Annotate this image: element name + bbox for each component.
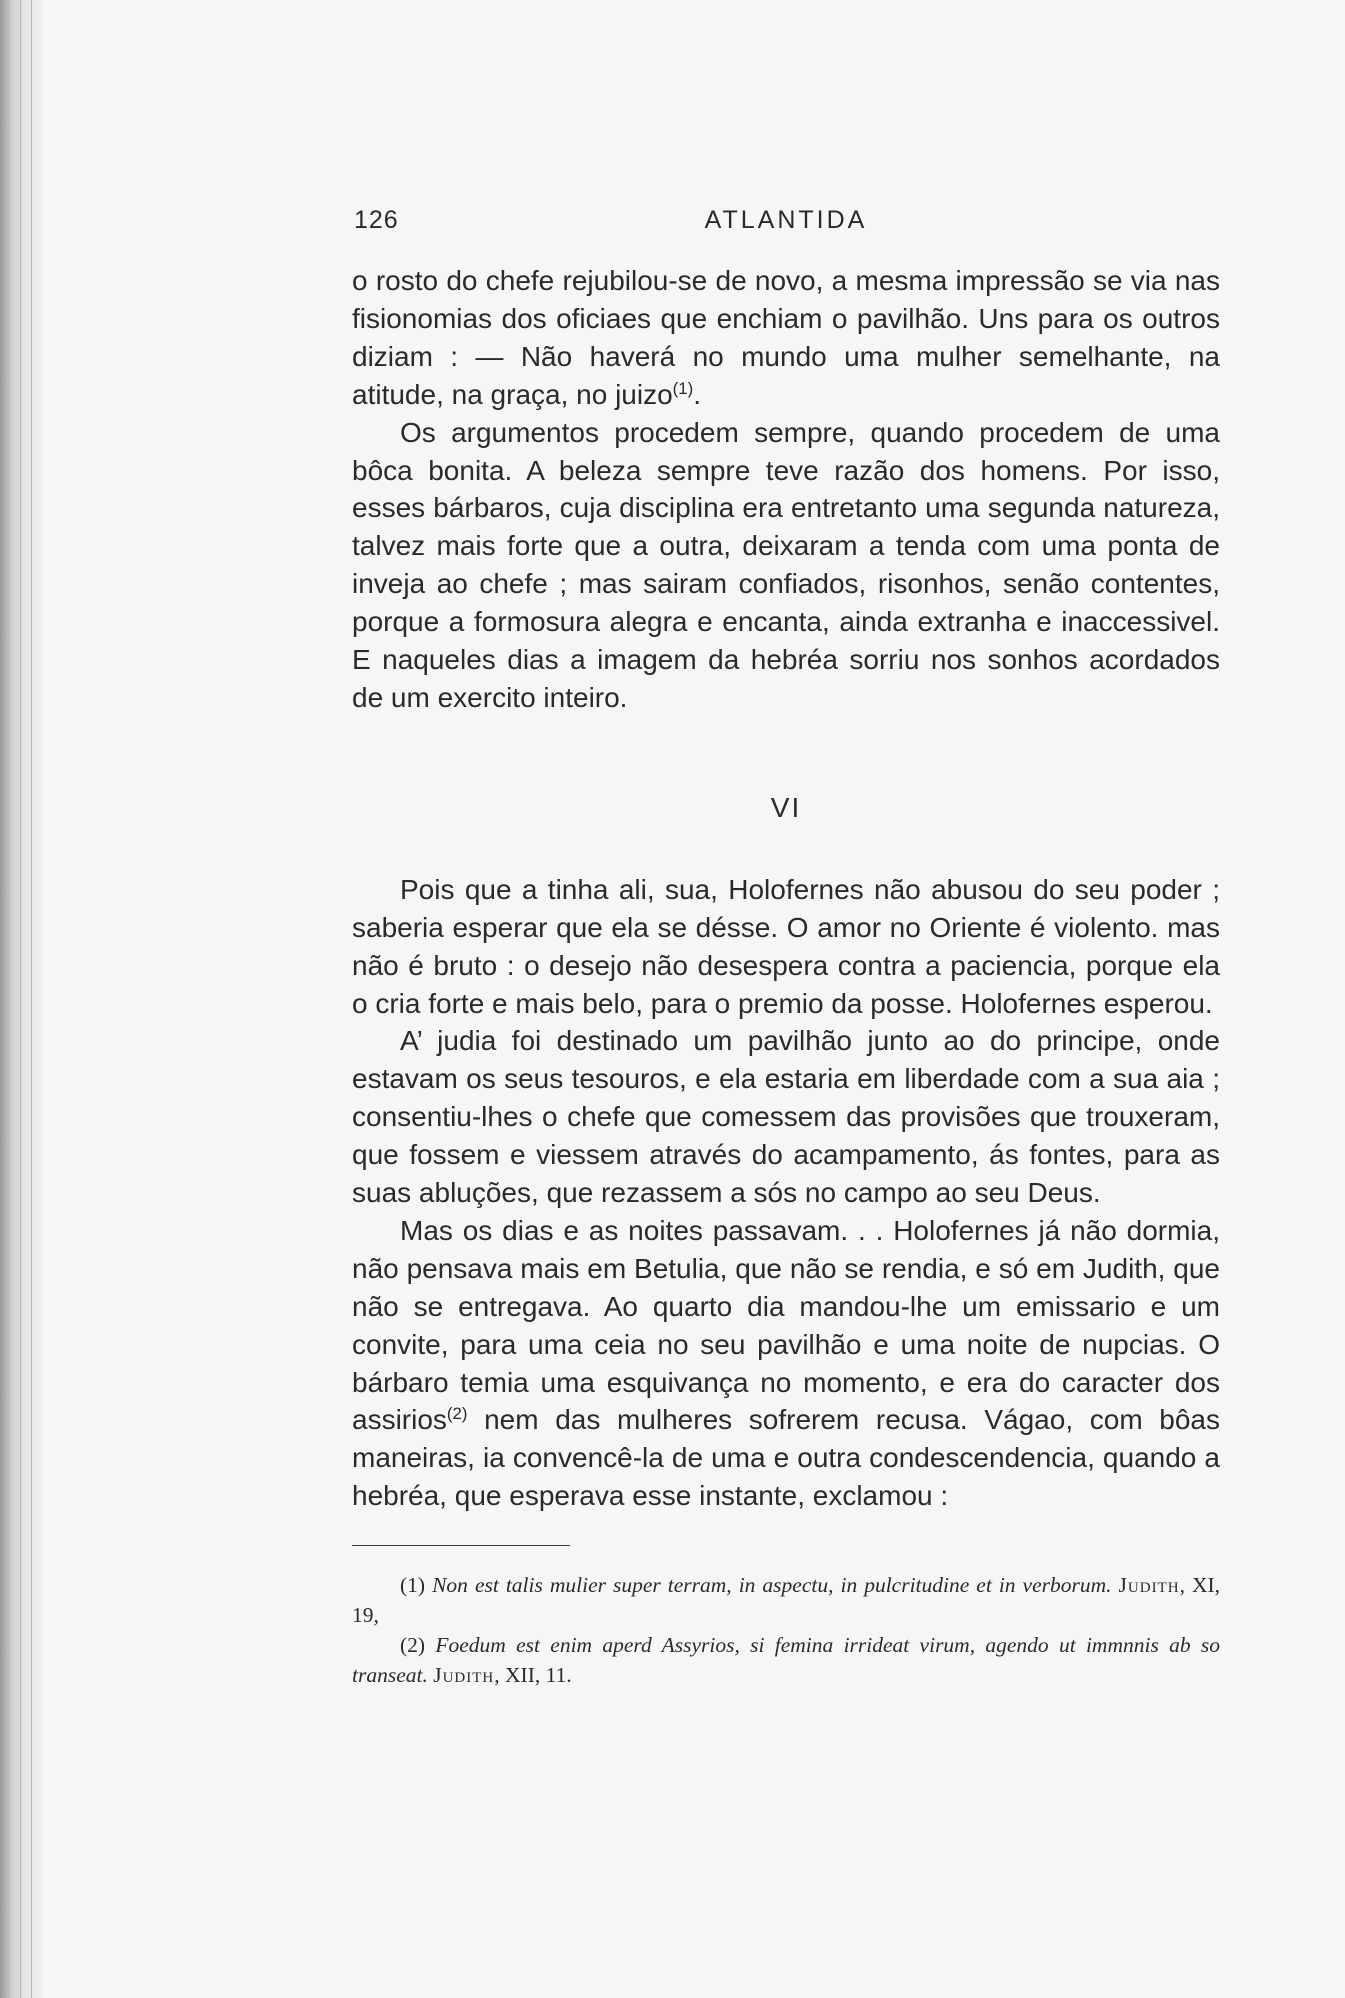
footnote-quote: Non est talis mulier super terram, in aspectu, in pulcritudine et in verborum. bbox=[432, 1573, 1112, 1598]
footnote-mark: (1) bbox=[400, 1573, 426, 1598]
page-number: 126 bbox=[354, 206, 399, 234]
footnote: (2) Foedum est enim aperd Assyrios, si femina irrideat virum, agendo ut immnnis ab so transeat. Judith, XII, 11. bbox=[352, 1633, 1221, 1688]
body-text bbox=[352, 262, 1220, 1515]
paragraph: Mas os dias e as noites passavam. . . Holofernes já não dormia, não pensava mais em Betulia, que não se rendia, e só em Judith, que não se entregava. Ao quarto dia mandou-lhe um emissario e um convite, para uma ceia no seu pavilhão e uma noite de nupcias. O bárbaro temia uma esquivança no momento, e era do caracter dos assirios$^{(2)}$ nem das mulheres sofrerem recusa. Vágao, com bôas maneiras, ia convencê-la de uma e outra condescendencia, quando a hebréa, que esperava esse instante, exclamou : bbox=[352, 1214, 1220, 1512]
book-gutter-shadow bbox=[0, 0, 42, 1998]
footnote: (1) Non est talis mulier super terram, in aspectu, in pulcritudine et in verborum. Judith, XI, 19, bbox=[352, 1573, 1221, 1628]
footnote-source: Judith bbox=[433, 1663, 495, 1688]
footnote-source: Judith bbox=[1118, 1573, 1180, 1598]
footnote-ref: (2) bbox=[446, 1404, 468, 1424]
page-header bbox=[352, 200, 1220, 244]
paragraph: Os argumentos procedem sempre, quando procedem de uma bôca bonita. A beleza sempre teve razão dos homens. Por isso, esses bárbaros, cuja disciplina era entretanto uma segunda natureza, talvez mais forte que a outra, deixaram a tenda com uma ponta de inveja ao chefe ; mas sairam confiados, risonhos, senão contentes, porque a formosura alegra e encanta, ainda extranha e inaccessivel. E naqueles dias a imagem da hebréa sorriu nos sonhos acordados de um exercito inteiro. bbox=[352, 416, 1220, 713]
footnote-quote: Foedum est enim aperd Assyrios, si femina irrideat virum, agendo ut immnnis ab so transeat. bbox=[352, 1633, 1221, 1688]
footnotes bbox=[352, 1570, 1220, 1690]
footnote-mark: (2) bbox=[400, 1633, 426, 1658]
footnote-ref: (1) bbox=[672, 378, 694, 398]
footnote-rule bbox=[352, 1545, 570, 1546]
book-page bbox=[352, 200, 1220, 1690]
gutter-edge-line bbox=[8, 0, 9, 1998]
gutter-edge-line bbox=[31, 0, 32, 1998]
section-number: VI bbox=[770, 791, 802, 823]
gutter-edge-line bbox=[20, 0, 21, 1998]
paragraph: Pois que a tinha ali, sua, Holofernes não abusou do seu poder ; saberia esperar que ela se désse. O amor no Oriente é violento. mas não é bruto : o desejo não desespera contra a paciencia, porque ela o cria forte e mais belo, para o premio da posse. Holofernes esperou. bbox=[352, 873, 1220, 1019]
paragraph: A’ judia foi destinado um pavilhão junto ao do principe, onde estavam os seus tesouros, e ela estaria em liberdade com a sua aia ; consentiu-lhes o chefe que comessem das provisões que trouxeram, que fossem e viessem através do acampamento, ás fontes, para as suas abluções, que rezassem a sós no campo ao seu Deus. bbox=[352, 1025, 1220, 1209]
running-title: ATLANTIDA bbox=[704, 206, 868, 234]
paragraph: o rosto do chefe rejubilou-se de novo, a mesma impressão se via nas fisionomias dos oficiaes que enchiam o pavilhão. Uns para os outros diziam : — Não haverá no mundo uma mulher semelhante, na atitude, na graça, no juizo$^{(1)}$. bbox=[352, 265, 1220, 410]
